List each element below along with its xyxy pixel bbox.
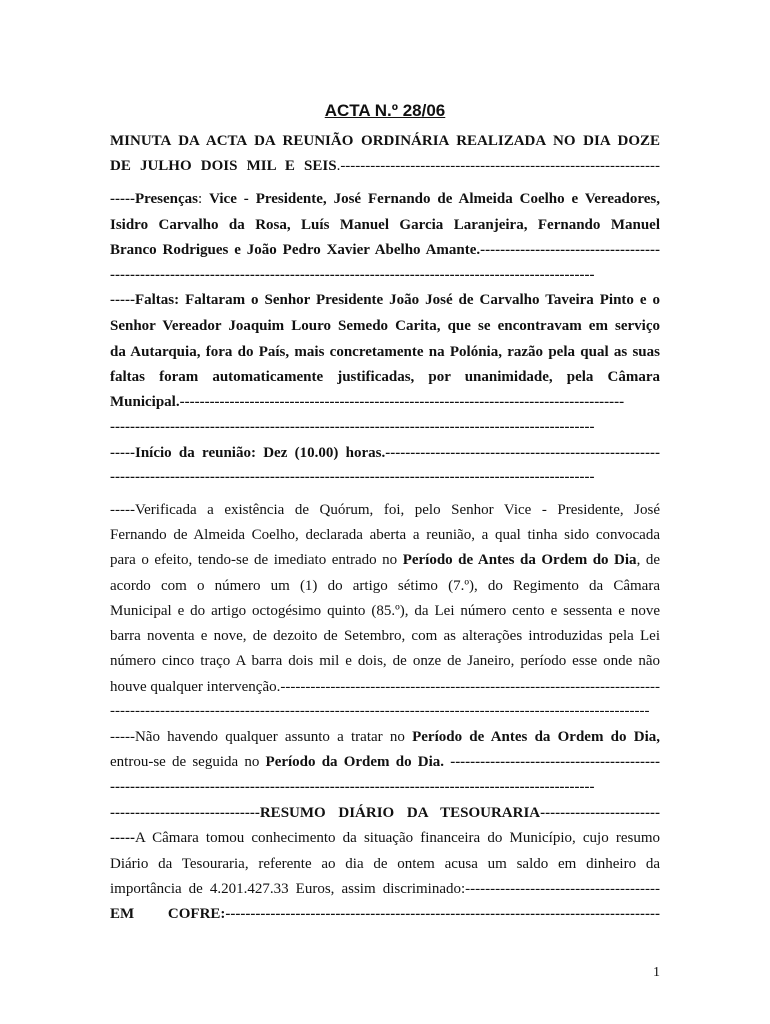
camara-line-2: Diário da Tesouraria, referente ao dia de ontem acusa um saldo em dinheiro da [110, 856, 660, 872]
camara-line-1 [110, 828, 660, 848]
presencas-line-2: Isidro Carvalho da Rosa, Luís Manuel Garcia Laranjeira, Fernando Manuel [110, 217, 660, 233]
nao-havendo-line-1 [110, 727, 660, 747]
separator-line: ------------------------------------------------------------------------------------------------- [110, 267, 595, 283]
verificada-line-7: número cinco traço A barra dois mil e dois, de onze de Janeiro, período esse onde não [110, 653, 660, 669]
em-cofre-line: EM COFRE:--------------------------------------------------------------------------------------- [110, 906, 660, 922]
separator-line: ------------------------------------------------------------------------------------------------- [110, 419, 595, 435]
document-title: ACTA N.º 28/06 [324, 101, 446, 120]
presencas-label: -----Presenças [110, 191, 199, 207]
presencas-names: Vice - Presidente, José Fernando de Almeida Coelho e Vereadores, [209, 191, 660, 207]
periodo-ordem-dia: Período da Ordem do Dia. ------------------------------------------ [265, 754, 660, 770]
verificada-line-4: acordo com o número um (1) do artigo sétimo (7.º), do Regimento da Câmara [110, 578, 660, 594]
presencas-colon: : [198, 191, 210, 207]
verificada-text: para o efeito, tendo-se de imediato entrado no [110, 552, 403, 568]
nao-havendo-line-2 [110, 752, 660, 772]
presencas-line-3: Branco Rodrigues e João Pedro Xavier Abelho Amante.------------------------------------ [110, 242, 660, 258]
verificada-line-5: Municipal e do artigo octogésimo quinto (85.º), da Lei número cento e sessenta e nove [110, 603, 660, 619]
presencas-line-1 [110, 189, 660, 209]
separator-line: ------------------------------------------------------------------------------------------------- [110, 469, 595, 485]
page-number: 1 [653, 965, 660, 980]
separator-line: ------------------------------------------------------------------------------------------------------------ [110, 703, 650, 719]
inicio-line: -----Início da reunião: Dez (10.00) horas.------------------------------------------------------- [110, 445, 660, 461]
verificada-text-end: , de [636, 552, 660, 568]
separator-line: ------------------------------------------------------------------------------------------------- [110, 779, 595, 795]
verificada-line-3 [110, 550, 660, 570]
periodo-antes-ordem-dia: Período de Antes da Ordem do Dia [402, 552, 637, 568]
faltas-line-3: da Autarquia, fora do País, mais concretamente na Polónia, razão pela qual as suas [110, 344, 660, 360]
camara-dashes: ----- [110, 830, 135, 846]
resumo-heading: ------------------------------RESUMO DIÁRIO DA TESOURARIA------------------------ [110, 805, 660, 821]
periodo-antes-ordem-dia: Período de Antes da Ordem do Dia, [412, 729, 660, 745]
verificada-line-1: -----Verificada a existência de Quórum, foi, pelo Senhor Vice - Presidente, José [110, 502, 660, 518]
faltas-line-1: -----Faltas: Faltaram o Senhor Presidente João José de Carvalho Taveira Pinto e o [110, 292, 660, 308]
nao-havendo-text: entrou-se de seguida no [110, 754, 266, 770]
nao-havendo-text: -----Não havendo qualquer assunto a tratar no [110, 729, 413, 745]
minuta-line-1: MINUTA DA ACTA DA REUNIÃO ORDINÁRIA REALIZADA NO DIA DOZE [110, 133, 660, 149]
minuta-dashes: .---------------------------------------------------------------- [336, 158, 660, 174]
verificada-line-6: barra noventa e nove, de dezoito de Setembro, com as alterações introduzidas pela Lei [110, 628, 660, 644]
faltas-line-2: Senhor Vereador Joaquim Louro Semedo Carita, que se encontravam em serviço [110, 318, 660, 334]
camara-line-3: importância de 4.201.427.33 Euros, assim discriminado:--------------------------------------- [110, 881, 660, 897]
minuta-date: DE JULHO DOIS MIL E SEIS [110, 158, 337, 174]
minuta-line-2 [110, 156, 660, 176]
faltas-line-5: Municipal.----------------------------------------------------------------------------------------- [110, 394, 625, 410]
camara-text: A Câmara tomou conhecimento da situação financeira do Município, cujo resumo [134, 830, 660, 846]
faltas-line-4: faltas foram automaticamente justificadas, por unanimidade, pela Câmara [110, 369, 660, 385]
verificada-line-8: houve qualquer intervenção.---------------------------------------------------------------------------- [110, 679, 660, 695]
verificada-line-2: Fernando de Almeida Coelho, declarada aberta a reunião, a qual tinha sido convocada [110, 527, 660, 543]
